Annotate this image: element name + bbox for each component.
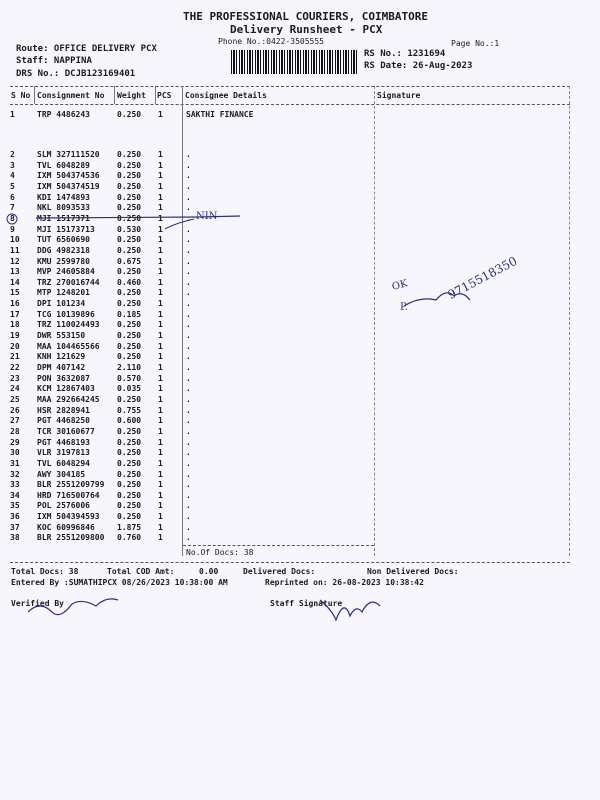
row-weight: 0.250: [117, 245, 142, 255]
row-pcs: 1: [158, 309, 163, 319]
row-consignment: IXM 504374519: [37, 181, 100, 191]
row-consignment: VLR 3197813: [37, 448, 90, 458]
row-consignment: MTP 1248201: [37, 288, 90, 298]
row-consignee: .: [186, 533, 191, 543]
row-consignee: .: [186, 469, 191, 479]
row-sno: 31: [10, 458, 20, 468]
row-sno: 16: [10, 299, 20, 309]
row-sno: 13: [10, 267, 20, 277]
delivered-docs: Delivered Docs:: [243, 567, 316, 576]
row-consignment: TRZ 110024493: [37, 320, 100, 330]
row-pcs: 1: [158, 363, 163, 372]
row-weight: 0.250: [117, 181, 142, 191]
row-sno: 24: [10, 384, 20, 394]
row-weight: 0.250: [117, 394, 142, 404]
row-consignee: .: [186, 203, 191, 213]
col-header-pcs: PCS: [157, 91, 172, 100]
row-sno: 19: [10, 331, 20, 341]
row-consignee: .: [186, 171, 191, 181]
row-sno: 34: [10, 490, 20, 500]
row-weight: 1.875: [117, 522, 142, 532]
row-consignee: .: [186, 235, 191, 245]
reprinted-on: Reprinted on: 26-08-2023 10:38:42: [265, 578, 424, 587]
row-consignment: MAA 104465566: [37, 341, 100, 351]
row-pcs: 1: [158, 150, 163, 159]
row-sno: 22: [10, 363, 20, 372]
phone-note: 9715518350: [445, 253, 520, 302]
row-weight: 0.250: [117, 160, 142, 170]
row-weight: 0.250: [117, 426, 142, 436]
row-consignee: .: [186, 267, 191, 277]
row-pcs: 1: [158, 448, 163, 458]
row-consignment: TRZ 270016744: [37, 277, 100, 287]
row-sno: 21: [10, 352, 20, 362]
row-consignee: .: [186, 299, 191, 309]
no-of-docs: No.Of Docs: 38: [186, 548, 254, 557]
row-consignee: .: [186, 331, 191, 341]
row-pcs: 1: [158, 458, 163, 468]
row-pcs: 1: [158, 267, 163, 277]
row-sno: 4: [10, 171, 15, 181]
row-consignment: KNH 121629: [37, 352, 86, 362]
row-weight: 0.600: [117, 416, 142, 426]
row-sno: 38: [10, 533, 20, 543]
row8-circle-mark: [7, 214, 17, 224]
row-sno: 14: [10, 277, 20, 287]
row-pcs: 1: [158, 181, 163, 191]
row-pcs: 1: [158, 373, 163, 383]
row-consignee: .: [186, 512, 191, 522]
row-weight: 2.110: [117, 363, 142, 372]
col-header-consignment: Consignment No: [37, 91, 105, 100]
row-sno: 36: [10, 512, 20, 522]
row-weight: 0.250: [117, 150, 142, 159]
ok-note: OK: [390, 278, 409, 293]
row-consignment: TCR 30160677: [37, 426, 95, 436]
row-weight: 0.250: [117, 501, 142, 511]
row-sno: 18: [10, 320, 20, 330]
runsheet-title: Delivery Runsheet - PCX: [230, 23, 383, 36]
row-consignee: .: [186, 309, 191, 319]
row-consignee: .: [186, 352, 191, 362]
row-weight: 0.250: [117, 110, 142, 119]
row-pcs: 1: [158, 171, 163, 181]
row-consignment: HRD 716500764: [37, 490, 100, 500]
total-cod-value: 0.00: [199, 567, 219, 576]
row-consignment: KDI 1474893: [37, 192, 90, 202]
row-sno: 10: [10, 235, 20, 245]
row-pcs: 1: [158, 416, 163, 426]
row-pcs: 1: [158, 437, 163, 447]
row-consignee: .: [186, 224, 191, 234]
row-sno: 35: [10, 501, 20, 511]
row-consignee: .: [186, 522, 191, 532]
row-pcs: 1: [158, 384, 163, 394]
row-pcs: 1: [158, 341, 163, 351]
row8-note: NIN: [196, 211, 218, 222]
row-pcs: 1: [158, 245, 163, 255]
row-consignee: .: [186, 437, 191, 447]
row-sno: 5: [10, 181, 15, 191]
row-consignment: DPI 101234: [37, 299, 86, 309]
row-pcs: 1: [158, 501, 163, 511]
row-consignment: KCM 12867403: [37, 384, 95, 394]
row-consignment: TVL 6048294: [37, 458, 90, 468]
row-consignment: KMU 2599780: [37, 256, 90, 266]
verified-by-label: Verified By: [11, 599, 64, 608]
col-header-weight: Weight: [117, 91, 146, 100]
row-consignment: DPM 407142: [37, 363, 86, 372]
row-weight: 0.035: [117, 384, 142, 394]
row-consignee: .: [186, 363, 191, 372]
row-consignee: .: [186, 181, 191, 191]
row-pcs: 1: [158, 277, 163, 287]
row-sno: 3: [10, 160, 15, 170]
row-weight: 0.250: [117, 352, 142, 362]
row-sno: 37: [10, 522, 20, 532]
row-consignee: .: [186, 448, 191, 458]
row-sno: 12: [10, 256, 20, 266]
row-consignee: .: [186, 490, 191, 500]
row-weight: 0.675: [117, 256, 142, 266]
row-weight: 0.530: [117, 224, 142, 234]
row-pcs: 1: [158, 331, 163, 341]
row-weight: 0.250: [117, 490, 142, 500]
row-consignee: .: [186, 160, 191, 170]
row-pcs: 1: [158, 320, 163, 330]
row-pcs: 1: [158, 522, 163, 532]
row-sno: 26: [10, 405, 20, 415]
row-weight: 0.755: [117, 405, 142, 415]
row-consignee: .: [186, 501, 191, 511]
row-sno: 20: [10, 341, 20, 351]
col-header-sno: S No: [11, 91, 31, 100]
row8-flourish: [165, 219, 194, 229]
row-weight: 0.760: [117, 533, 142, 543]
row-weight: 0.250: [117, 267, 142, 277]
row-sno: 9: [10, 224, 15, 234]
row-consignment: MJI 1517371: [37, 213, 90, 223]
row-pcs: 1: [158, 469, 163, 479]
rs-number: RS No.: 1231694: [364, 49, 446, 59]
row-consignment: SLM 327111520: [37, 150, 100, 159]
row-consignment: DDG 4982318: [37, 245, 90, 255]
row-pcs: 1: [158, 394, 163, 404]
total-docs: Total Docs: 38: [11, 567, 79, 576]
row-weight: 0.460: [117, 277, 142, 287]
row-consignee: .: [186, 213, 191, 223]
row-consignee: .: [186, 458, 191, 468]
row-consignment: BLR 2551209800: [37, 533, 105, 543]
row-weight: 0.250: [117, 341, 142, 351]
row-sno: 15: [10, 288, 20, 298]
row-weight: 0.250: [117, 320, 142, 330]
row-consignment: MJI 15173713: [37, 224, 95, 234]
row-consignee: SAKTHI FINANCE: [186, 110, 254, 119]
route-label: Route: OFFICE DELIVERY PCX: [16, 44, 157, 54]
row-consignee: .: [186, 384, 191, 394]
row-consignee: .: [186, 480, 191, 490]
row-consignment: HSR 2828941: [37, 405, 90, 415]
row-consignment: AWY 304185: [37, 469, 86, 479]
row-weight: 0.250: [117, 213, 142, 223]
page-number: Page No.:1: [451, 39, 500, 48]
row-pcs: 1: [158, 192, 163, 202]
row-sno: 11: [10, 245, 20, 255]
col-header-consignee: Consignee Details: [185, 91, 267, 100]
total-cod-label: Total COD Amt:: [107, 567, 175, 576]
row-pcs: 1: [158, 224, 163, 234]
row-sno: 7: [10, 203, 15, 213]
row-pcs: 1: [158, 533, 163, 543]
row-weight: 0.570: [117, 373, 142, 383]
row-pcs: 1: [158, 480, 163, 490]
row-consignment: TRP 4486243: [37, 110, 90, 119]
row-consignee: .: [186, 256, 191, 266]
row-consignment: DWR 553150: [37, 331, 86, 341]
row-sno: 33: [10, 480, 20, 490]
col-header-signature: Signature: [377, 91, 421, 100]
row-consignee: .: [186, 277, 191, 287]
row-consignment: POL 2576006: [37, 501, 90, 511]
row-consignment: BLR 2551209799: [37, 480, 105, 490]
row-sno: 27: [10, 416, 20, 426]
row-pcs: 1: [158, 405, 163, 415]
row-weight: 0.250: [117, 512, 142, 522]
row-weight: 0.250: [117, 448, 142, 458]
row-sno: 1: [10, 110, 15, 119]
row-consignee: .: [186, 150, 191, 159]
row-pcs: 1: [158, 160, 163, 170]
row-weight: 0.185: [117, 309, 142, 319]
drs-number: DRS No.: DCJB123169401: [16, 69, 136, 79]
phone-number: Phone No.:0422-3505555: [218, 37, 324, 46]
row-sno: 17: [10, 309, 20, 319]
row-consignee: .: [186, 394, 191, 404]
row-pcs: 1: [158, 512, 163, 522]
staff-signature-label: Staff Signature: [270, 599, 343, 608]
row-consignment: PGT 4468250: [37, 416, 90, 426]
row-sno: 32: [10, 469, 20, 479]
row-consignment: TVL 6048289: [37, 160, 90, 170]
row-consignee: .: [186, 416, 191, 426]
row-weight: 0.250: [117, 171, 142, 181]
row-pcs: 1: [158, 213, 163, 223]
row-pcs: 1: [158, 256, 163, 266]
row-consignment: TUT 6560690: [37, 235, 90, 245]
row-consignment: IXM 504394593: [37, 512, 100, 522]
row-consignment: NKL 8093533: [37, 203, 90, 213]
row-pcs: 1: [158, 490, 163, 500]
row-pcs: 1: [158, 110, 163, 119]
initial-note: P.: [400, 302, 408, 313]
row-sno: 25: [10, 394, 20, 404]
row-sno: 28: [10, 426, 20, 436]
row-sno: 2: [10, 150, 15, 159]
row-weight: 0.250: [117, 203, 142, 213]
row-weight: 0.250: [117, 331, 142, 341]
row-consignee: .: [186, 288, 191, 298]
row-pcs: 1: [158, 288, 163, 298]
row-consignment: TCG 10139896: [37, 309, 95, 319]
row-pcs: 1: [158, 426, 163, 436]
row-weight: 0.250: [117, 437, 142, 447]
row-pcs: 1: [158, 203, 163, 213]
entered-by: Entered By :SUMATHIPCX 08/26/2023 10:38:00 AM: [11, 578, 228, 587]
row-weight: 0.250: [117, 299, 142, 309]
row-consignee: .: [186, 341, 191, 351]
row-weight: 0.250: [117, 192, 142, 202]
row-consignee: .: [186, 373, 191, 383]
row-consignment: PON 3632087: [37, 373, 90, 383]
row-consignee: .: [186, 320, 191, 330]
non-delivered-docs: Non Delivered Docs:: [367, 567, 459, 576]
row-weight: 0.250: [117, 235, 142, 245]
row-consignment: MVP 24605884: [37, 267, 95, 277]
row-sno: 6: [10, 192, 15, 202]
company-name: THE PROFESSIONAL COURIERS, COIMBATORE: [183, 10, 429, 23]
row-consignment: IXM 504374536: [37, 171, 100, 181]
row-consignee: .: [186, 245, 191, 255]
row-consignment: PGT 4468193: [37, 437, 90, 447]
row-consignment: KOC 60996846: [37, 522, 95, 532]
row-sno: 8: [10, 213, 15, 223]
row-consignment: MAA 292664245: [37, 394, 100, 404]
row-weight: 0.250: [117, 469, 142, 479]
row-consignee: .: [186, 192, 191, 202]
row-consignee: .: [186, 405, 191, 415]
row-consignee: .: [186, 426, 191, 436]
row-weight: 0.250: [117, 288, 142, 298]
row-sno: 29: [10, 437, 20, 447]
rs-date: RS Date: 26-Aug-2023: [364, 61, 473, 71]
row-pcs: 1: [158, 235, 163, 245]
row-sno: 23: [10, 373, 20, 383]
row-pcs: 1: [158, 352, 163, 362]
staff-label: Staff: NAPPINA: [16, 56, 92, 66]
row-pcs: 1: [158, 299, 163, 309]
row-weight: 0.250: [117, 458, 142, 468]
row-sno: 30: [10, 448, 20, 458]
row-weight: 0.250: [117, 480, 142, 490]
